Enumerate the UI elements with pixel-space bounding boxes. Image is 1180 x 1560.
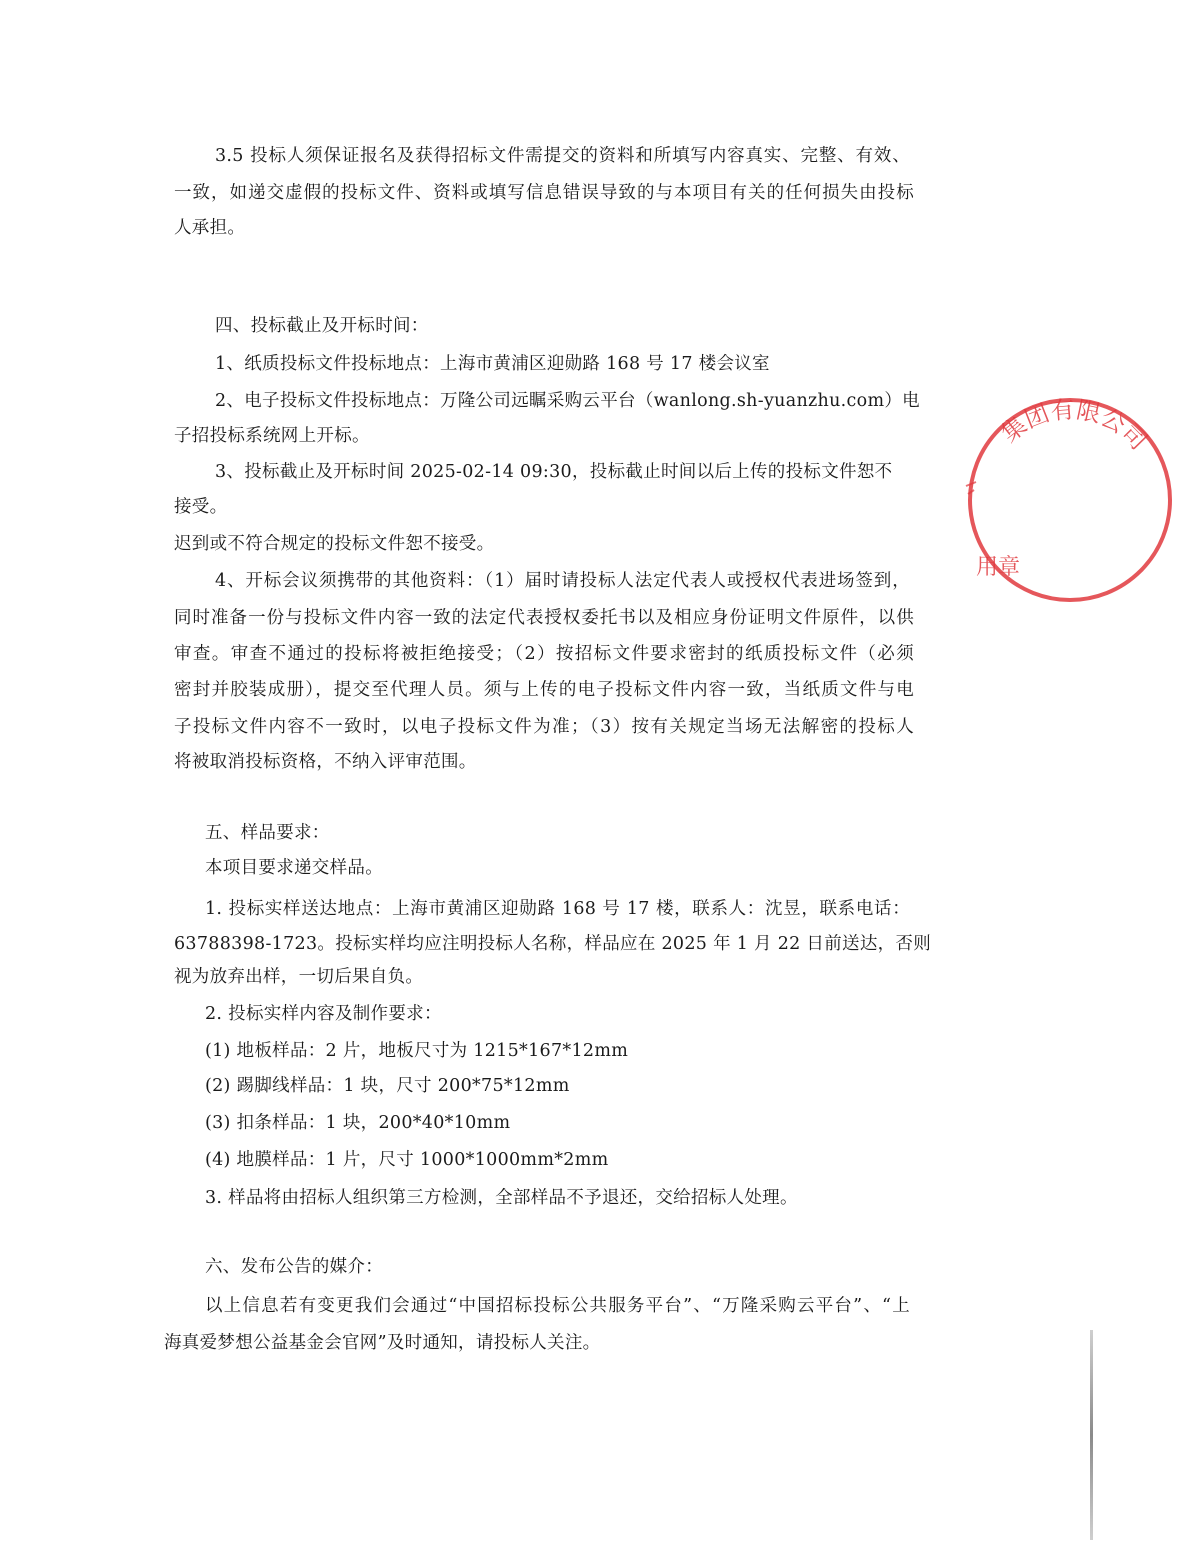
- seal-center-text: 用章: [976, 555, 1021, 580]
- section-5-heading: 五、样品要求：: [205, 823, 330, 843]
- section-4-late-notice: 迟到或不符合规定的投标文件恕不接受。: [174, 534, 495, 554]
- section-5-item-2: 2. 投标实样内容及制作要求：: [205, 1004, 442, 1024]
- para-3-5-line-1: 3.5 投标人须保证报名及获得招标文件需提交的资料和所填写内容真实、完整、有效、: [215, 146, 910, 166]
- para-3-5-line-3: 人承担。: [174, 218, 246, 238]
- section-5-item-1-line-2: 63788398-1723。投标实样均应注明投标人名称，样品应在 2025 年 1 月 22 日前送达，否则: [174, 934, 932, 954]
- section-4-item-2-line-2: 子招投标系统网上开标。: [174, 426, 370, 446]
- section-5-intro: 本项目要求递交样品。: [205, 858, 383, 878]
- scan-edge-shadow: [1090, 1330, 1093, 1540]
- section-6-heading: 六、发布公告的媒介：: [205, 1257, 383, 1277]
- section-5-sample-2: (2) 踢脚线样品：1 块，尺寸 200*75*12mm: [205, 1076, 570, 1096]
- section-5-item-1-line-3: 视为放弃出样，一切后果自负。: [174, 967, 424, 987]
- section-4-item-4-line-2: 同时准备一份与投标文件内容一致的法定代表授权委托书以及相应身份证明文件原件，以供: [174, 608, 914, 628]
- section-4-item-3-line-2: 接受。: [174, 497, 228, 517]
- section-4-item-4-line-5: 子投标文件内容不一致时，以电子投标文件为准；（3）按有关规定当场无法解密的投标人: [174, 717, 914, 737]
- section-4-item-4-line-3: 审查。审查不通过的投标将被拒绝接受；（2）按招标文件要求密封的纸质投标文件（必须: [174, 644, 914, 664]
- section-4-item-1: 1、纸质投标文件投标地点：上海市黄浦区迎勋路 168 号 17 楼会议室: [215, 354, 770, 374]
- company-seal: [960, 390, 1153, 610]
- section-4-item-4-line-6: 将被取消投标资格，不纳入评审范围。: [174, 752, 477, 772]
- section-4-item-2-line-1: 2、电子投标文件投标地点：万隆公司远瞩采购云平台（wanlong.sh-yuanzhu.com）电: [215, 391, 920, 411]
- section-4-item-3-line-1: 3、投标截止及开标时间 2025-02-14 09:30，投标截止时间以后上传的投标文件恕不: [215, 462, 893, 482]
- section-5-sample-3: (3) 扣条样品：1 块，200*40*10mm: [205, 1113, 511, 1133]
- section-6-line-2: 海真爱梦想公益基金会官网”及时通知，请投标人关注。: [164, 1333, 601, 1353]
- section-5-sample-1: (1) 地板样品：2 片，地板尺寸为 1215*167*12mm: [205, 1041, 629, 1061]
- para-3-5-line-2: 一致，如递交虚假的投标文件、资料或填写信息错误导致的与本项目有关的任何损失由投标: [174, 183, 914, 203]
- seal-graphic: [960, 390, 1180, 610]
- section-5-item-1-line-1: 1. 投标实样送达地点：上海市黄浦区迎勋路 168 号 17 楼，联系人：沈昱，联系电话：: [205, 899, 910, 919]
- section-5-item-3: 3. 样品将由招标人组织第三方检测，全部样品不予退还，交给招标人处理。: [205, 1188, 798, 1208]
- section-4-heading: 四、投标截止及开标时间：: [215, 316, 429, 336]
- section-6-line-1: 以上信息若有变更我们会通过“中国招标投标公共服务平台”、“万隆采购云平台”、“上: [205, 1296, 910, 1316]
- section-4-item-4-line-1: 4、开标会议须携带的其他资料：（1）届时请投标人法定代表人或授权代表进场签到，: [215, 571, 910, 591]
- section-5-sample-4: (4) 地膜样品：1 片，尺寸 1000*1000mm*2mm: [205, 1150, 609, 1170]
- seal-ring-text: 集团有限公司: [996, 395, 1153, 456]
- section-4-item-4-line-4: 密封并胶装成册），提交至代理人员。须与上传的电子投标文件内容一致，当纸质文件与电: [174, 680, 914, 700]
